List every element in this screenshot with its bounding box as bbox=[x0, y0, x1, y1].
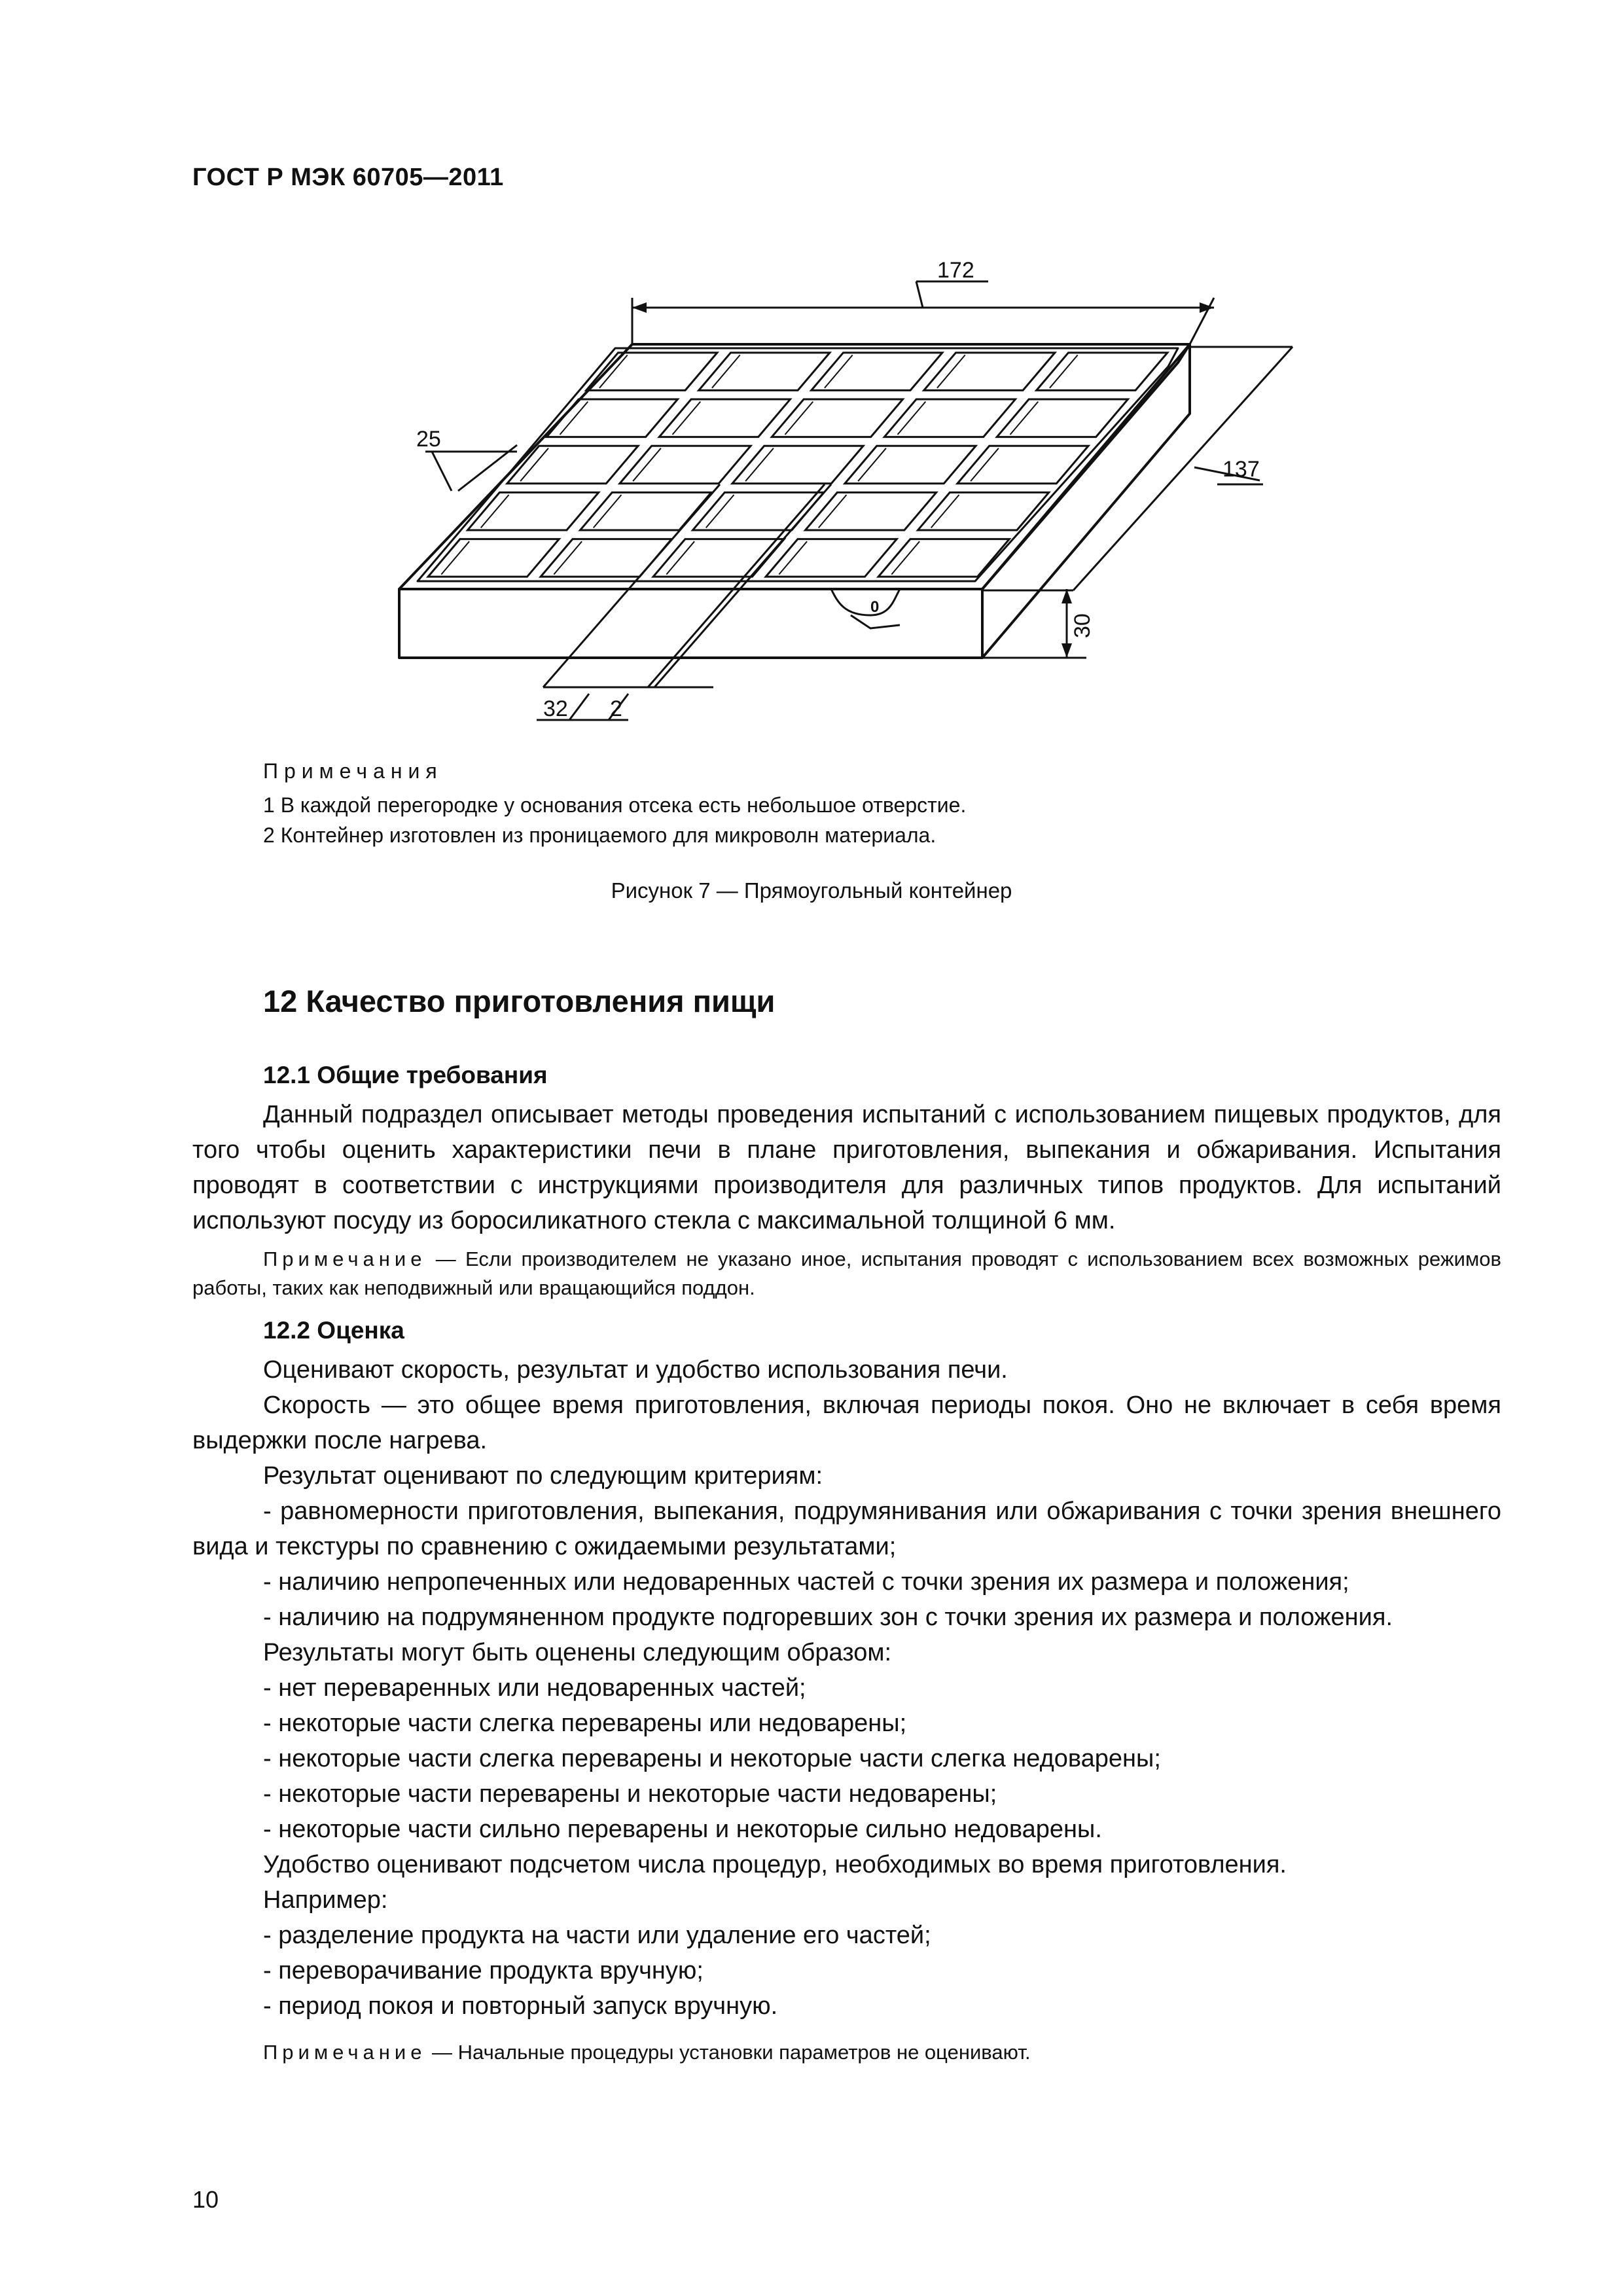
paragraph-speed: Скорость — это общее время приготовления, включая периоды покоя. Оно не включает в себя время выдержки после нагрева. bbox=[192, 1391, 1501, 1454]
subsection-title-12-2: 12.2 Оценка bbox=[263, 1317, 404, 1344]
figure-notes-heading: Примечания bbox=[263, 759, 443, 783]
compartment-cell bbox=[732, 446, 863, 484]
note-evaluation bbox=[192, 2038, 1501, 2067]
compartment-wall-line bbox=[1050, 355, 1078, 387]
result-4: - некоторые части переварены и некоторые части недоварены; bbox=[263, 1780, 997, 1808]
compartment-wall-line bbox=[666, 541, 694, 574]
compartment-wall-line bbox=[599, 355, 628, 387]
paragraph-result: Результат оценивают по следующим критериям: bbox=[263, 1462, 823, 1490]
compartment-cell bbox=[918, 492, 1049, 530]
compartment-cell bbox=[699, 353, 830, 391]
compartment-wall-line bbox=[712, 355, 740, 387]
figure-caption: Рисунок 7 — Прямоугольный контейнер bbox=[611, 878, 1012, 903]
example-1: - разделение продукта на части или удаление его частей; bbox=[263, 1922, 931, 1949]
compartment-cell bbox=[1037, 353, 1168, 391]
compartment-wall-line bbox=[785, 402, 813, 435]
dim-pitch: 32 bbox=[543, 696, 568, 721]
compartment-cell bbox=[659, 399, 790, 437]
note-text: — Если производителем не указано иное, испытания проводят с использованием всех возможных режимов работы, таких как неподвижный или вращающийся поддон. bbox=[192, 1247, 1501, 1299]
compartment-cell bbox=[884, 399, 1015, 437]
note-label: Примечание bbox=[263, 1247, 427, 1270]
compartment-cell bbox=[766, 539, 897, 577]
compartment-cell bbox=[580, 492, 711, 530]
figure-note-1: 1 В каждой перегородке у основания отсека есть небольшое отверстие. bbox=[263, 793, 967, 817]
criterion-3: - наличию на подрумяненном продукте подгоревших зон с точки зрения их размера и положения. bbox=[263, 1604, 1393, 1631]
compartment-cell bbox=[924, 353, 1055, 391]
compartment-grid bbox=[428, 353, 1168, 577]
dim-wall: 2 bbox=[610, 696, 622, 721]
paragraph-evaluate: Оценивают скорость, результат и удобство использования печи. bbox=[263, 1356, 1008, 1384]
example-2: - переворачивание продукта вручную; bbox=[263, 1957, 704, 1984]
container-inner-rim bbox=[418, 348, 1178, 581]
compartment-cell bbox=[878, 539, 1009, 577]
compartment-cell bbox=[541, 539, 671, 577]
compartment-cell bbox=[845, 446, 976, 484]
wall-notch bbox=[831, 589, 900, 628]
result-3: - некоторые части слегка переварены и некоторые части слегка недоварены; bbox=[263, 1745, 1161, 1772]
container-figure bbox=[366, 236, 1322, 759]
result-5: - некоторые части сильно переварены и некоторые сильно недоварены. bbox=[263, 1816, 1102, 1843]
compartment-wall-line bbox=[706, 495, 734, 528]
compartment-wall-line bbox=[931, 495, 959, 528]
dim-length: 172 bbox=[937, 258, 974, 283]
compartment-wall-line bbox=[937, 355, 965, 387]
paragraph-results-list: Результаты могут быть оценены следующим образом: bbox=[263, 1639, 892, 1666]
compartment-cell bbox=[693, 492, 824, 530]
criterion-2: - наличию непропеченных или недоваренных частей с точки зрения их размера и положения; bbox=[263, 1568, 1349, 1596]
compartment-cell bbox=[772, 399, 902, 437]
document-header: ГОСТ Р МЭК 60705—2011 bbox=[192, 164, 504, 191]
compartment-wall-line bbox=[520, 448, 548, 481]
result-1: - нет переваренных или недоваренных частей; bbox=[263, 1674, 806, 1702]
example-3: - период покоя и повторный запуск вручную. bbox=[263, 1992, 778, 2020]
result-2: - некоторые части слегка переварены или недоварены; bbox=[263, 1710, 907, 1737]
subsection-title-12-1: 12.1 Общие требования bbox=[263, 1062, 548, 1088]
compartment-cell bbox=[620, 446, 751, 484]
compartment-wall-line bbox=[858, 448, 886, 481]
compartment-cell bbox=[653, 539, 784, 577]
dim-height: 30 bbox=[1070, 613, 1095, 638]
section-title: 12 Качество приготовления пищи bbox=[263, 984, 776, 1018]
paragraph-convenience: Удобство оценивают подсчетом числа процедур, необходимых во время приготовления. bbox=[263, 1851, 1287, 1878]
compartment-wall-line bbox=[673, 402, 701, 435]
compartment-wall-line bbox=[554, 541, 582, 574]
criterion-1: - равномерности приготовления, выпекания, подрумянивания или обжаривания с точки зрения внешнего вида и текстуры по сравнению с ожидаемыми результатами; bbox=[192, 1498, 1501, 1560]
compartment-wall-line bbox=[594, 495, 622, 528]
compartment-cell bbox=[997, 399, 1128, 437]
compartment-wall-line bbox=[441, 541, 469, 574]
compartment-wall-line bbox=[971, 448, 999, 481]
page-number: 10 bbox=[192, 2186, 219, 2213]
note-label: Примечание bbox=[263, 2041, 427, 2064]
dim-width: 137 bbox=[1222, 457, 1260, 482]
compartment-wall-line bbox=[825, 355, 853, 387]
compartment-wall-line bbox=[891, 541, 919, 574]
paragraph-example: Например: bbox=[263, 1886, 388, 1914]
compartment-wall-line bbox=[819, 495, 847, 528]
hole-mark: 0 bbox=[870, 598, 880, 616]
compartment-wall-line bbox=[745, 448, 774, 481]
note-text: — Начальные процедуры установки параметров не оценивают. bbox=[426, 2041, 1031, 2064]
note-general bbox=[192, 1245, 1501, 1302]
compartment-cell bbox=[806, 492, 936, 530]
paragraph-general: Данный подраздел описывает методы проведения испытаний с использованием пищевых продуктов, для того чтобы оценить характеристики печи в плане приготовления, выпекания и обжаривания. Испытания проводят в соответствии с инструкциями производителя для различных типов продуктов. Для испытаний используют посуду из боросиликатного стекла с максимальной толщиной 6 мм. bbox=[192, 1101, 1501, 1234]
compartment-wall-line bbox=[898, 402, 926, 435]
compartment-wall-line bbox=[633, 448, 661, 481]
figure-note-2: 2 Контейнер изготовлен из проницаемого для микроволн материала. bbox=[263, 823, 936, 847]
compartment-wall-line bbox=[779, 541, 807, 574]
compartment-cell bbox=[812, 353, 942, 391]
dim-cell: 25 bbox=[416, 427, 441, 452]
compartment-wall-line bbox=[1010, 402, 1039, 435]
